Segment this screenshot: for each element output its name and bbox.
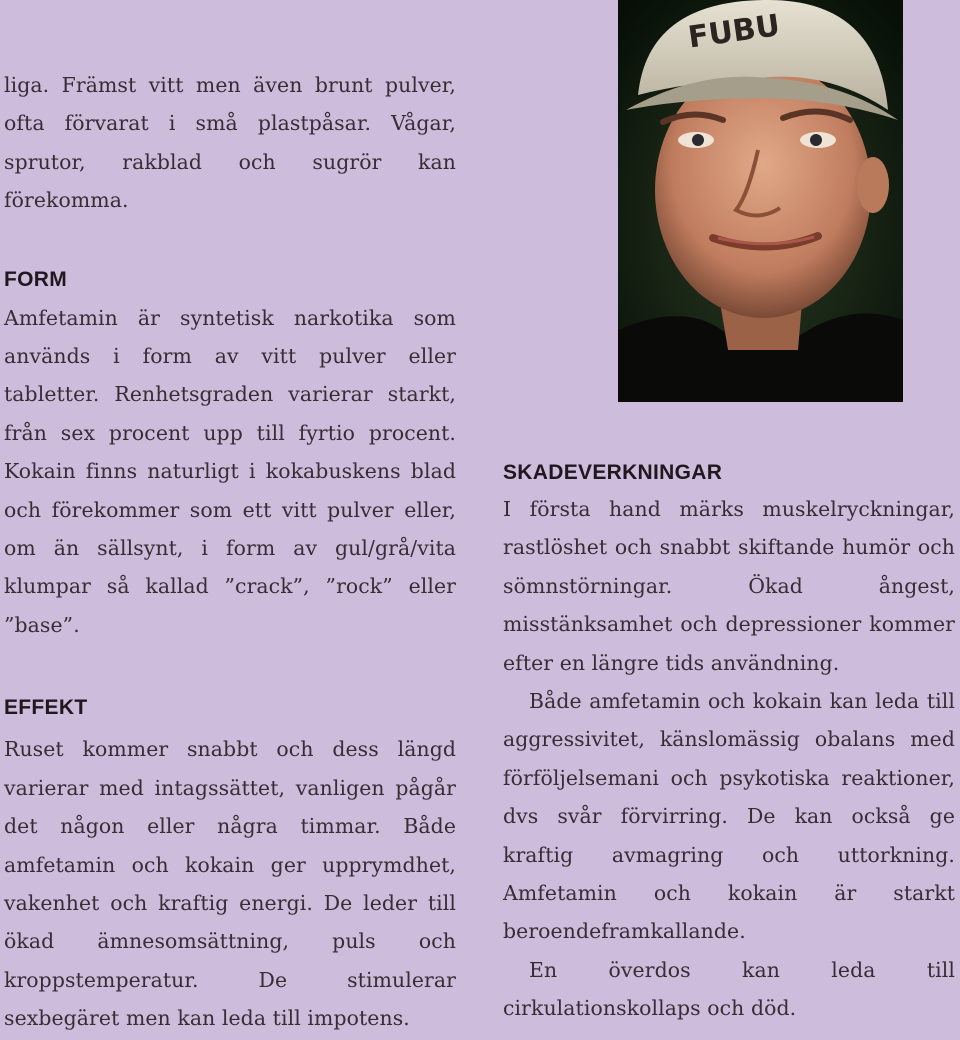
form-heading: FORM xyxy=(4,267,68,291)
skadeverkningar-heading: SKADEVERKNINGAR xyxy=(503,461,723,484)
effekt-heading: EFFEKT xyxy=(4,696,88,720)
skadeverkningar-paragraph-3: En överdos kan leda till cirkulationskollaps och död. xyxy=(503,957,955,1021)
effekt-paragraph: Ruset kommer snabbt och dess längd varierar med intagssättet, vanligen pågår det någon eller några timmar. Både amfetamin och kokain ger upprymdhet, vakenhet och kraftig energi. De leder till ökad ämnesomsättning, puls och kroppstemperatur. De stimulerar sexbegäret men kan leda till impotens. xyxy=(4,737,456,1031)
skadeverkningar-paragraph-1: I första hand märks muskelryckningar, rastlöshet och snabbt skiftande humör och sömnstörningar. Ökad ångest, misstänksamhet och depressioner kommer efter en längre tids användning. xyxy=(503,497,955,675)
portrait-illustration xyxy=(618,0,903,402)
left-column xyxy=(4,66,456,1038)
skadeverkningar-paragraph-2: Både amfetamin och kokain kan leda till aggressivitet, känslomässig obalans med förföljelsemani och psykotiska reaktioner, dvs svår förvirring. De kan också ge kraftig avmagring och uttorkning. Amfetamin och kokain är starkt beroendeframkallande. xyxy=(503,689,955,944)
intro-paragraph: liga. Främst vitt men även brunt pulver, ofta förvarat i små plastpåsar. Vågar, sprutor, rakblad och sugrör kan förekomma. xyxy=(4,73,456,213)
form-paragraph: Amfetamin är syntetisk narkotika som används i form av vitt pulver eller tabletter. Renhetsgraden varierar starkt, från sex procent upp till fyrtio procent. Kokain finns naturligt i kokabuskens blad och förekommer som ett vitt pulver eller, om än sällsynt, i form av gul/grå/vita klumpar så kallad ”crack”, ”rock” eller ”base”. xyxy=(4,305,456,637)
right-column xyxy=(503,460,955,1028)
svg-text:FUBU: FUBU xyxy=(686,8,783,56)
portrait-photo xyxy=(618,0,903,402)
